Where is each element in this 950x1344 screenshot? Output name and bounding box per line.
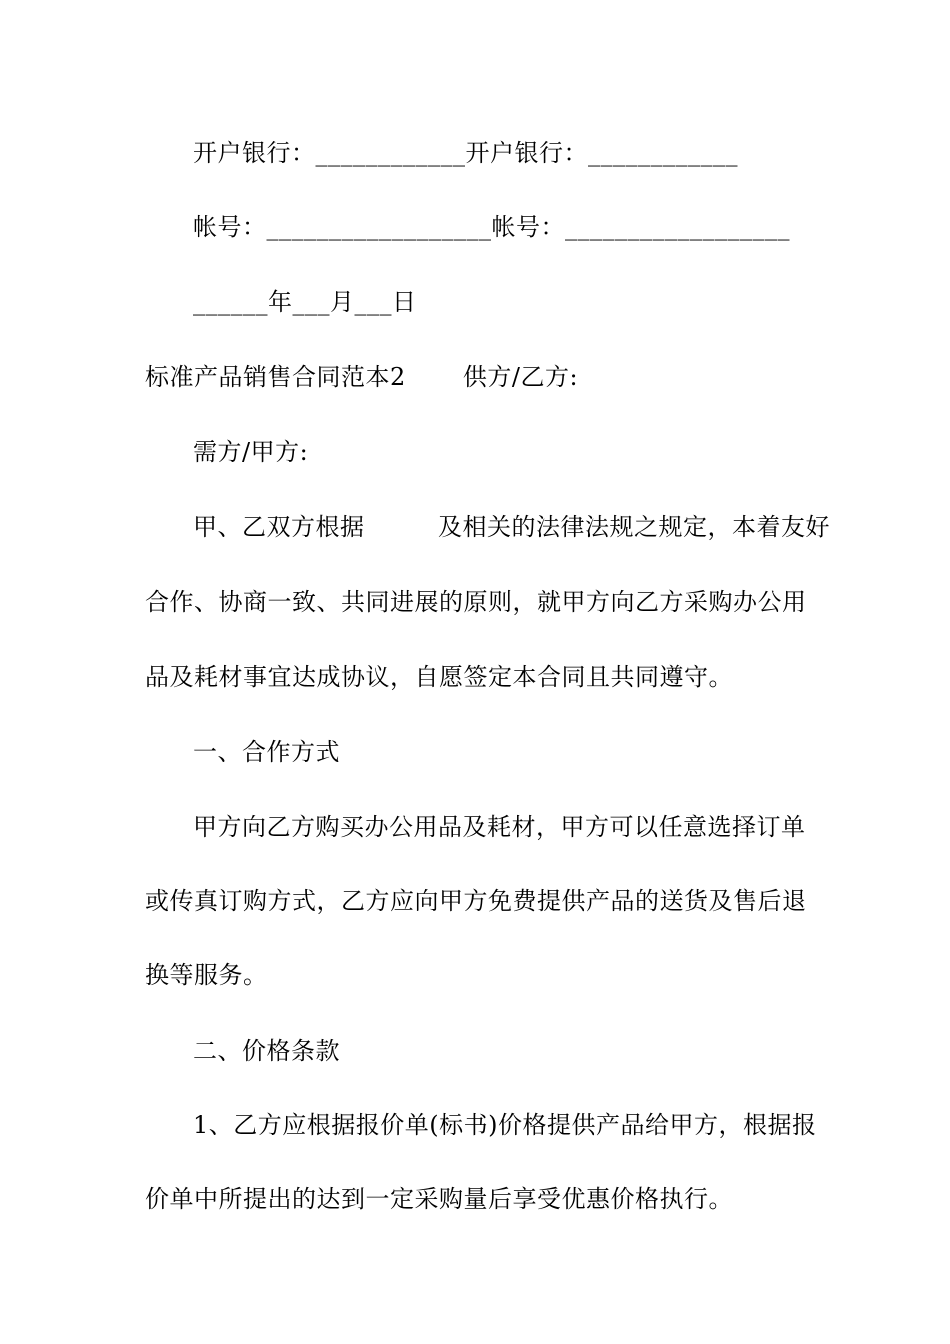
account-number-line: 帐号：__________________帐号：__________________ [193, 213, 790, 241]
contract-title-supplier-line: 标准产品销售合同范本2 供方/乙方: [145, 363, 579, 391]
section-heading-price: 二、价格条款 [193, 1037, 340, 1065]
paragraph-cooperation-line-3: 换等服务。 [145, 961, 268, 989]
paragraph-price-line-2: 价单中所提出的达到一定采购量后享受优惠价格执行。 [145, 1185, 733, 1213]
bank-account-line: 开户银行：____________开户银行：____________ [193, 139, 738, 167]
buyer-line: 需方/甲方: [193, 438, 309, 466]
paragraph-cooperation-line-1: 甲方向乙方购买办公用品及耗材，甲方可以任意选择订单 [193, 813, 806, 841]
date-line: ______年___月___日 [193, 288, 417, 316]
paragraph-intro-line-1: 甲、乙双方根据 及相关的法律法规之规定，本着友好 [193, 513, 830, 541]
paragraph-intro-line-3: 品及耗材事宜达成协议，自愿签定本合同且共同遵守。 [145, 663, 733, 691]
paragraph-cooperation-line-2: 或传真订购方式，乙方应向甲方免费提供产品的送货及售后退 [145, 887, 807, 915]
paragraph-price-line-1: 1、乙方应根据报价单(标书)价格提供产品给甲方，根据报 [193, 1111, 817, 1139]
section-heading-cooperation: 一、合作方式 [193, 738, 340, 766]
paragraph-intro-line-2: 合作、协商一致、共同进展的原则，就甲方向乙方采购办公用 [145, 588, 807, 616]
